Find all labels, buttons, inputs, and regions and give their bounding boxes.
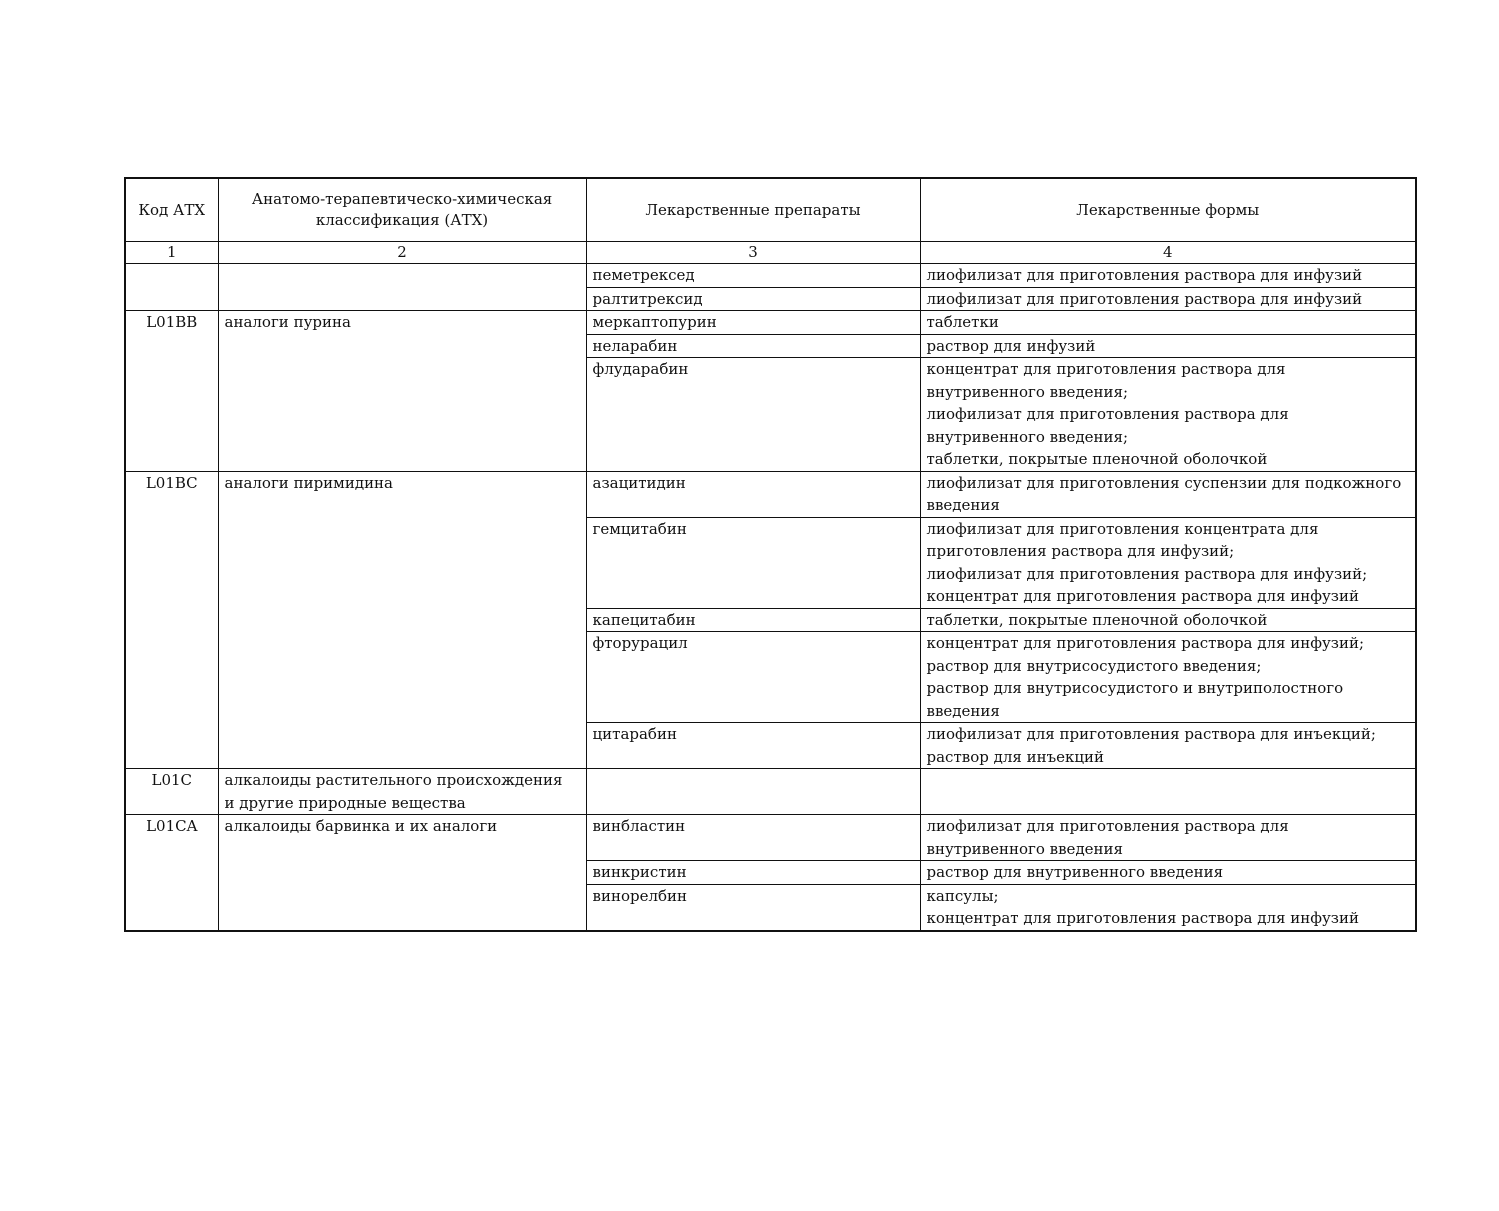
drug-cell: неларабин bbox=[586, 334, 920, 358]
atc-class-cell: алкалоиды барвинка и их аналоги bbox=[218, 815, 586, 931]
drug-classification-table bbox=[124, 177, 1417, 932]
drug-cell: цитарабин bbox=[586, 723, 920, 769]
atc-code-cell bbox=[125, 264, 218, 311]
drug-cell: винорелбин bbox=[586, 884, 920, 931]
drug-cell: ралтитрексид bbox=[586, 287, 920, 311]
dosage-form-cell: концентрат для приготовления раствора для внутривенного введения; лиофилизат для приготовления раствора для внутривенного введения; таблетки, покрытые пленочной оболочкой bbox=[920, 358, 1416, 472]
column-number: 3 bbox=[586, 242, 920, 264]
atc-class-cell bbox=[218, 264, 586, 311]
atc-code-cell: L01C bbox=[125, 769, 218, 815]
table-row bbox=[125, 311, 1416, 335]
dosage-form-cell: лиофилизат для приготовления раствора для инъекций; раствор для инъекций bbox=[920, 723, 1416, 769]
table-row bbox=[125, 815, 1416, 861]
drug-cell: винкристин bbox=[586, 861, 920, 885]
table-row bbox=[125, 769, 1416, 815]
table-row bbox=[125, 264, 1416, 288]
drug-cell: пеметрексед bbox=[586, 264, 920, 288]
atc-class-cell: аналоги пиримидина bbox=[218, 471, 586, 769]
dosage-form-cell: капсулы; концентрат для приготовления раствора для инфузий bbox=[920, 884, 1416, 931]
drug-cell: винбластин bbox=[586, 815, 920, 861]
dosage-form-cell: лиофилизат для приготовления суспензии для подкожного введения bbox=[920, 471, 1416, 517]
dosage-form-cell: таблетки bbox=[920, 311, 1416, 335]
header-atc-classification: Анатомо-терапевтическо-химическая классификация (АТХ) bbox=[218, 178, 586, 242]
dosage-form-cell: раствор для внутривенного введения bbox=[920, 861, 1416, 885]
dosage-form-cell: таблетки, покрытые пленочной оболочкой bbox=[920, 608, 1416, 632]
drug-cell: капецитабин bbox=[586, 608, 920, 632]
table-header-row bbox=[125, 178, 1416, 242]
dosage-form-cell: раствор для инфузий bbox=[920, 334, 1416, 358]
column-number-row bbox=[125, 242, 1416, 264]
column-number: 4 bbox=[920, 242, 1416, 264]
column-number: 2 bbox=[218, 242, 586, 264]
dosage-form-cell: лиофилизат для приготовления концентрата для приготовления раствора для инфузий; лиофилизат для приготовления раствора для инфузий; концентрат для приготовления раствора для инфузий bbox=[920, 517, 1416, 608]
atc-code-cell: L01BC bbox=[125, 471, 218, 769]
drug-cell: азацитидин bbox=[586, 471, 920, 517]
atc-class-cell: аналоги пурина bbox=[218, 311, 586, 472]
atc-code-cell: L01CA bbox=[125, 815, 218, 931]
header-drugs: Лекарственные препараты bbox=[586, 178, 920, 242]
dosage-form-cell: лиофилизат для приготовления раствора для инфузий bbox=[920, 264, 1416, 288]
header-atc-code: Код АТХ bbox=[125, 178, 218, 242]
dosage-form-cell bbox=[920, 769, 1416, 815]
drug-cell: фторурацил bbox=[586, 632, 920, 723]
header-dosage-forms: Лекарственные формы bbox=[920, 178, 1416, 242]
dosage-form-cell: лиофилизат для приготовления раствора для инфузий bbox=[920, 287, 1416, 311]
drug-cell: флударабин bbox=[586, 358, 920, 472]
drug-cell: гемцитабин bbox=[586, 517, 920, 608]
drug-cell: меркаптопурин bbox=[586, 311, 920, 335]
table-row bbox=[125, 471, 1416, 517]
atc-code-cell: L01BB bbox=[125, 311, 218, 472]
drug-cell bbox=[586, 769, 920, 815]
dosage-form-cell: лиофилизат для приготовления раствора для внутривенного введения bbox=[920, 815, 1416, 861]
atc-class-cell: алкалоиды растительного происхождения и другие природные вещества bbox=[218, 769, 586, 815]
dosage-form-cell: концентрат для приготовления раствора для инфузий; раствор для внутрисосудистого введения; раствор для внутрисосудистого и внутриполостного введения bbox=[920, 632, 1416, 723]
column-number: 1 bbox=[125, 242, 218, 264]
